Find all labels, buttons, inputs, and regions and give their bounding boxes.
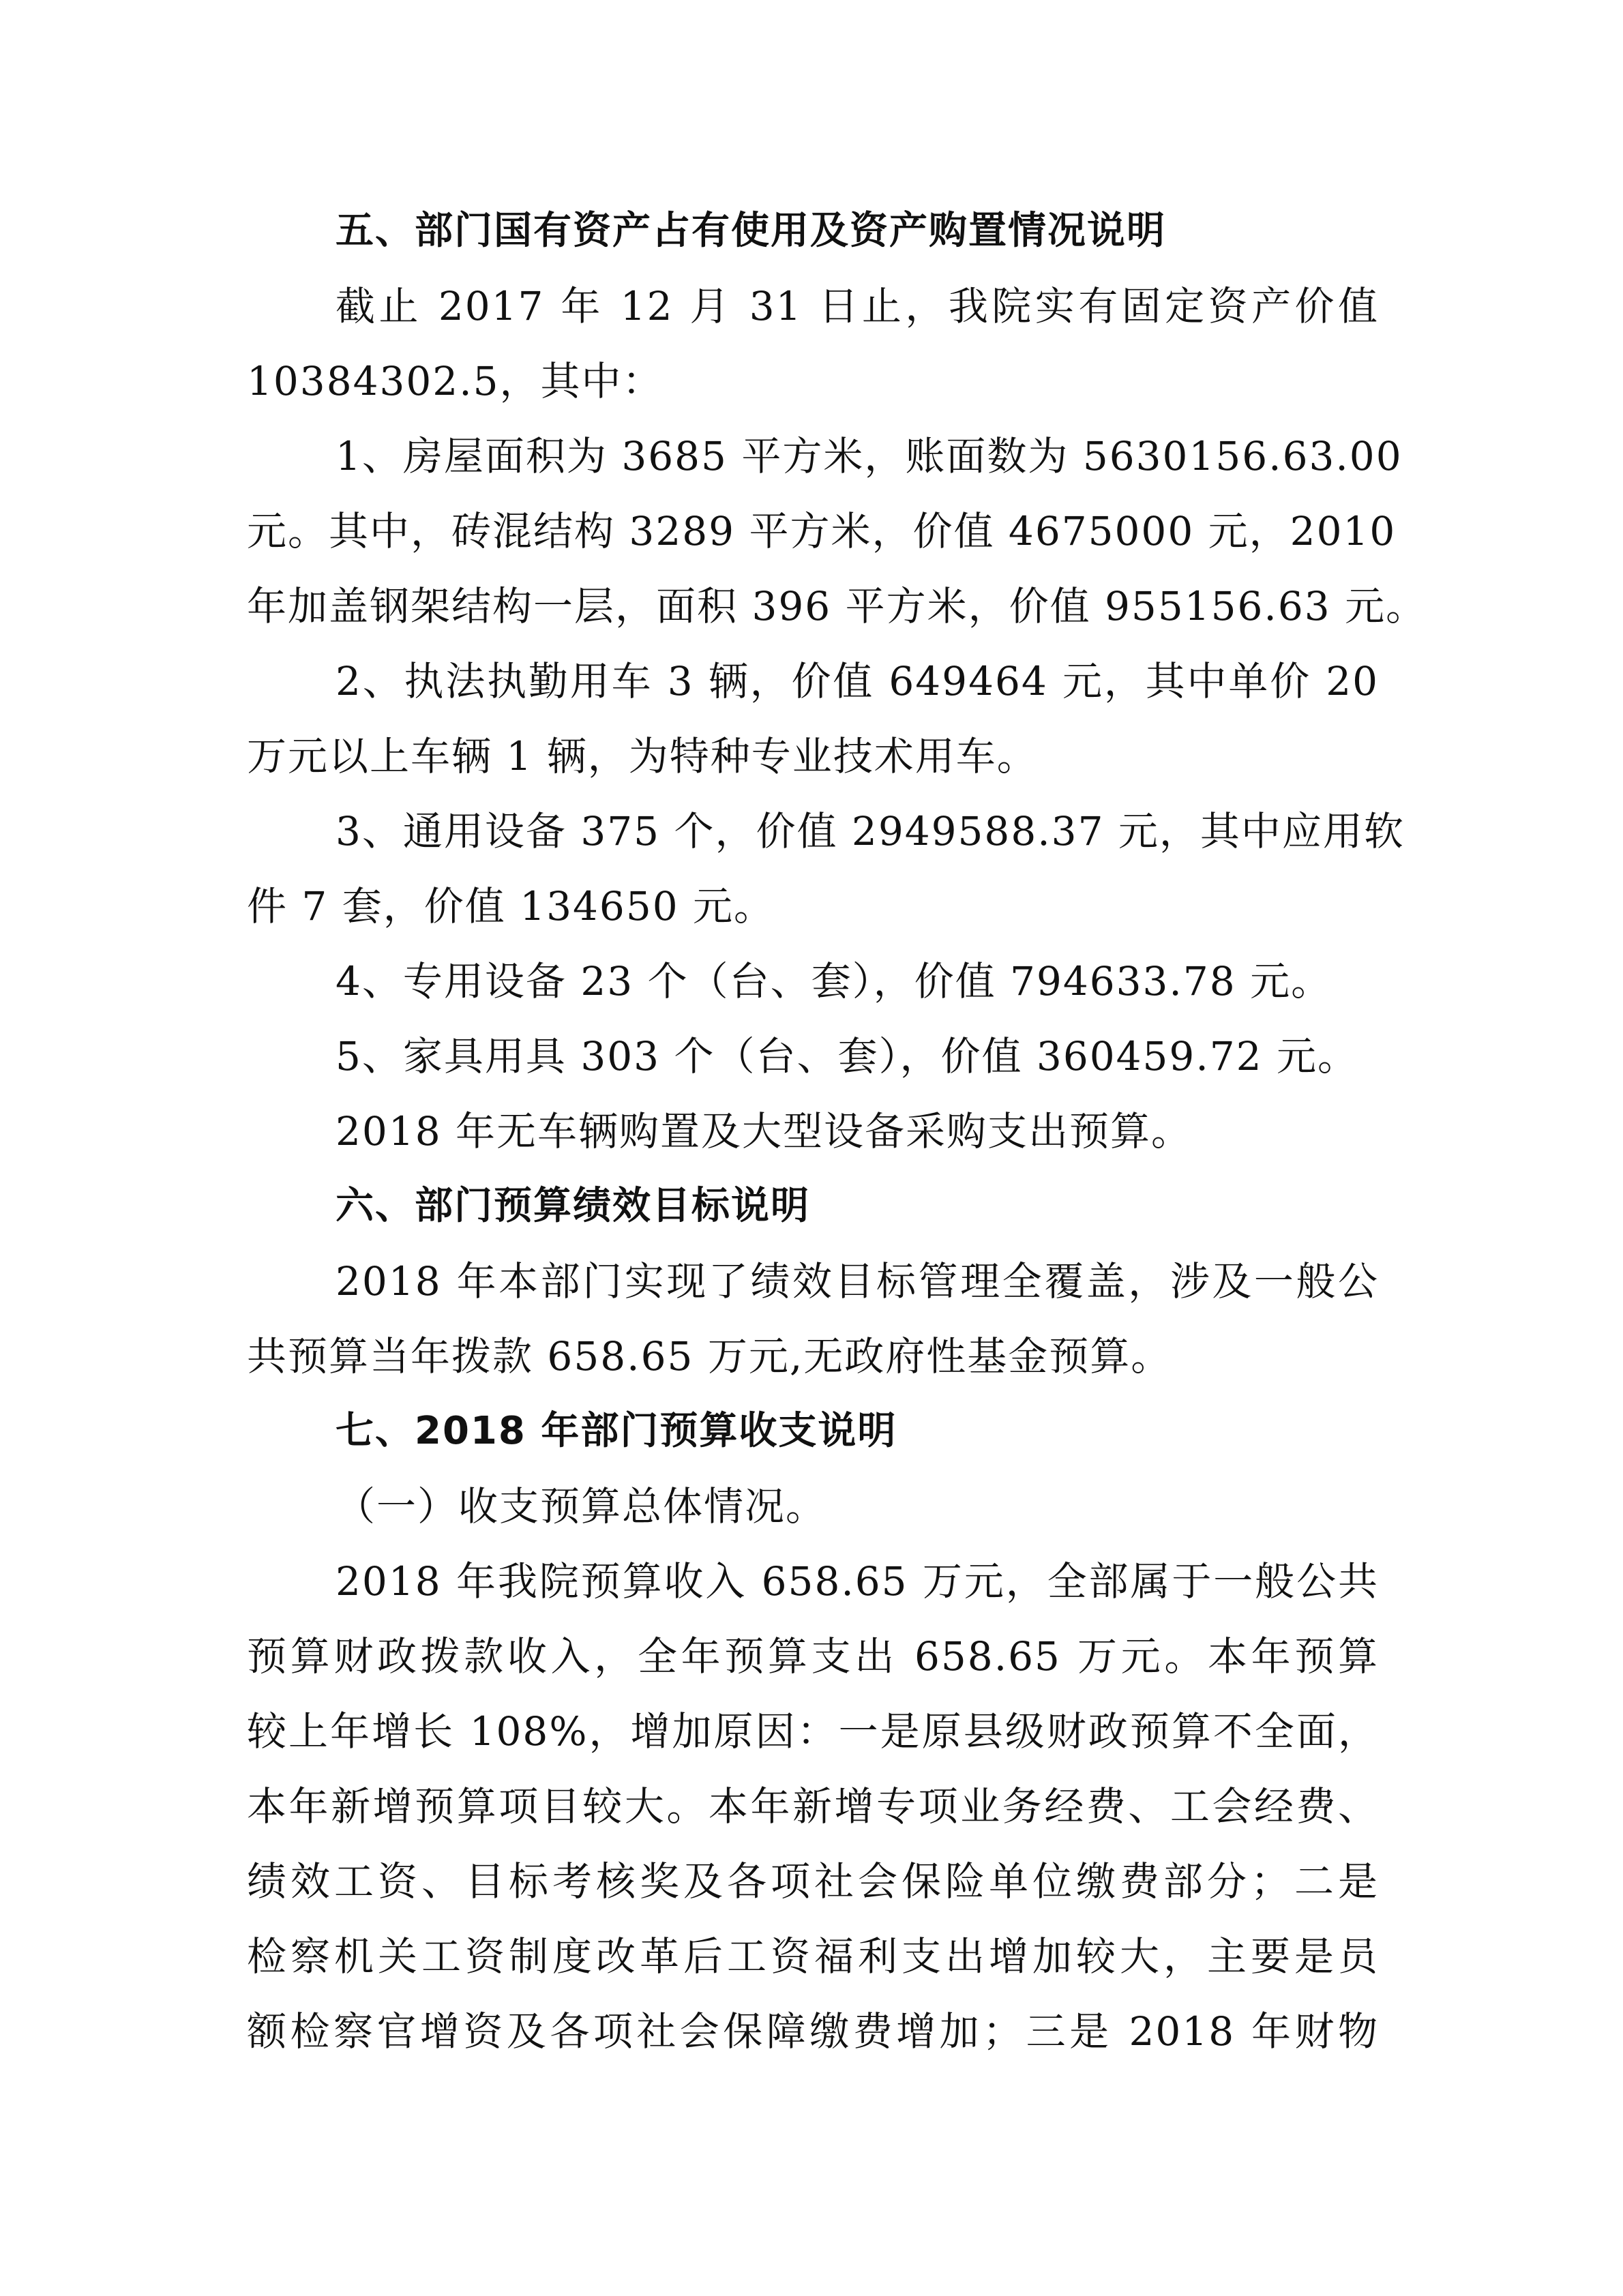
section7-body-line-2: 预算财政拨款收入，全年预算支出 658.65 万元。本年预算: [247, 1633, 1379, 1680]
section5-item1-line-1: 1、房屋面积为 3685 平方米，账面数为 5630156.63.00: [336, 433, 1403, 479]
section5-note: 2018 年无车辆购置及大型设备采购支出预算。: [336, 1108, 1193, 1154]
section5-item2-line-1: 2、执法执勤用车 3 辆，价值 649464 元，其中单价 20: [336, 658, 1379, 704]
section5-item3-line-1: 3、通用设备 375 个，价值 2949588.37 元，其中应用软: [336, 808, 1405, 854]
section7-body-line-3: 较上年增长 108%，增加原因：一是原县级财政预算不全面，: [247, 1708, 1379, 1755]
section5-item1-line-3: 年加盖钢架结构一层，面积 396 平方米，价值 955156.63 元。: [247, 583, 1427, 629]
section5-item4: 4、专用设备 23 个（台、套），价值 794633.78 元。: [336, 958, 1332, 1004]
section7-body-line-6: 检察机关工资制度改革后工资福利支出增加较大，主要是员: [247, 1933, 1379, 1980]
section5-item3-line-2: 件 7 套，价值 134650 元。: [247, 883, 775, 929]
section5-item5: 5、家具用具 303 个（台、套），价值 360459.72 元。: [336, 1033, 1359, 1079]
section6-body-line-2: 共预算当年拨款 658.65 万元,无政府性基金预算。: [247, 1333, 1172, 1380]
section7-body-line-5: 绩效工资、目标考核奖及各项社会保险单位缴费部分；二是: [247, 1858, 1379, 1905]
section5-intro-line-1: 截止 2017 年 12 月 31 日止，我院实有固定资产价值: [336, 283, 1379, 329]
section5-item1-line-2: 元。其中，砖混结构 3289 平方米，价值 4675000 元，2010: [247, 508, 1397, 554]
section5-item2-line-2: 万元以上车辆 1 辆，为特种专业技术用车。: [247, 733, 1038, 779]
section5-intro-line-2: 10384302.5，其中：: [247, 358, 664, 404]
section6-heading: 六、部门预算绩效目标说明: [336, 1184, 810, 1228]
section7-body-line-7: 额检察官增资及各项社会保障缴费增加；三是 2018 年财物: [247, 2008, 1379, 2055]
section7-subheading: （一）收支预算总体情况。: [336, 1483, 827, 1530]
section7-heading: 七、2018 年部门预算收支说明: [336, 1409, 897, 1453]
section7-body-line-4: 本年新增预算项目较大。本年新增专项业务经费、工会经费、: [247, 1783, 1379, 1830]
section5-heading: 五、部门国有资产占有使用及资产购置情况说明: [336, 209, 1166, 253]
section6-body-line-1: 2018 年本部门实现了绩效目标管理全覆盖，涉及一般公: [336, 1258, 1379, 1304]
section7-body-line-1: 2018 年我院预算收入 658.65 万元，全部属于一般公共: [336, 1558, 1379, 1605]
